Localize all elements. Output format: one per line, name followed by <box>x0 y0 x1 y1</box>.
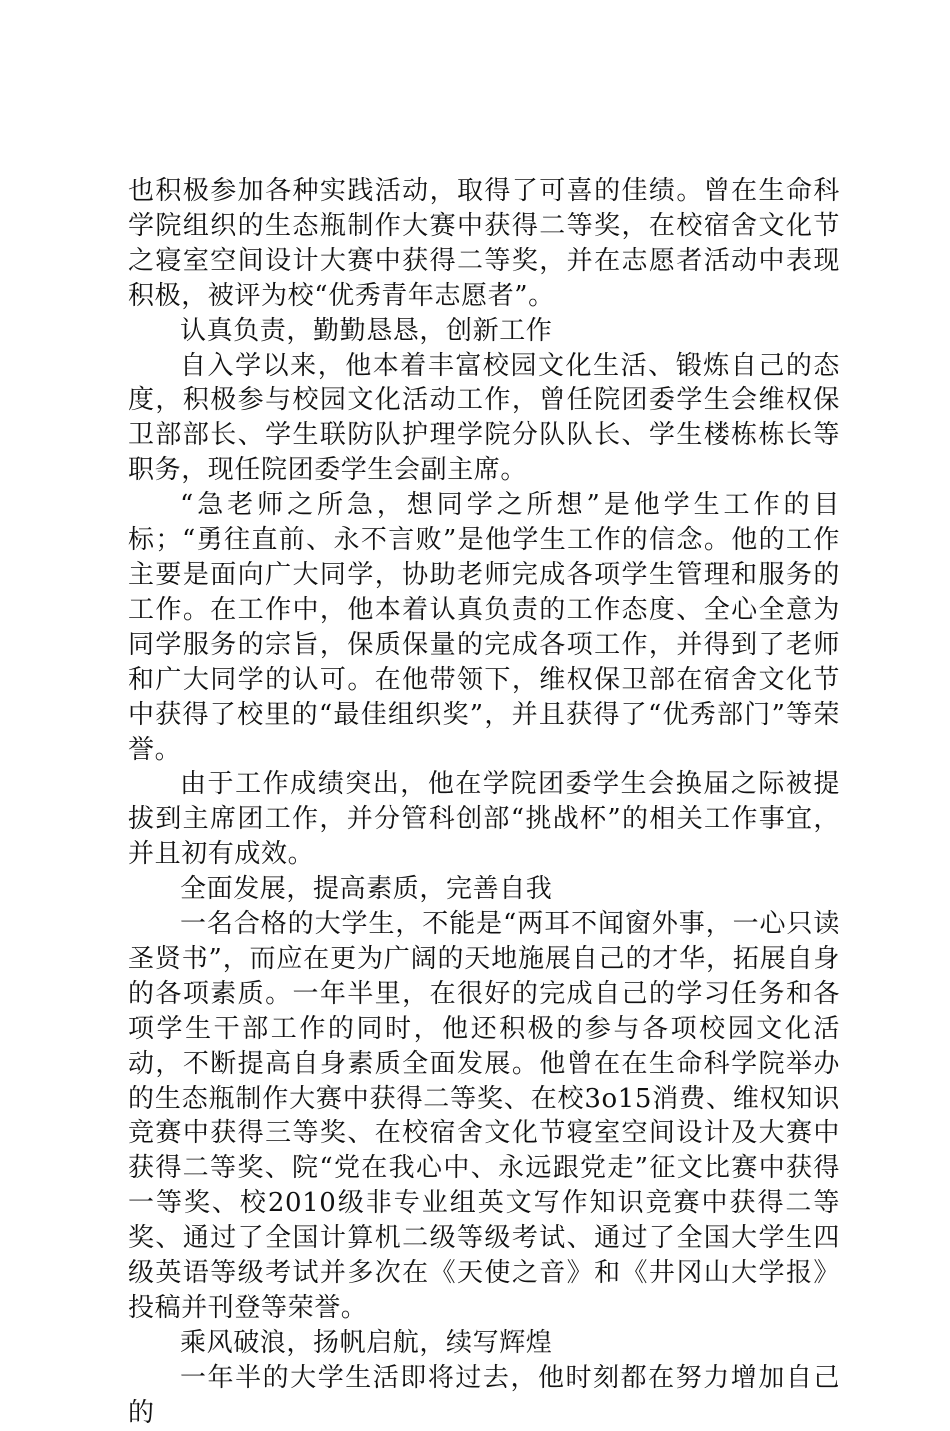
paragraph: 自入学以来，他本着丰富校园文化生活、锻炼自己的态度，积极参与校园文化活动工作，曾任院团委学生会维权保卫部部长、学生联防队护理学院分队队长、学生楼栋栋长等职务，现任院团委学生会副主席。 <box>128 350 840 486</box>
paragraph: “急老师之所急，想同学之所想”是他学生工作的目标；“勇往直前、永不言败”是他学生工作的信念。他的工作主要是面向广大同学，协助老师完成各项学生管理和服务的工作。在工作中，他本着认真负责的工作态度、全心全意为同学服务的宗旨，保质保量的完成各项工作，并得到了老师和广大同学的认可。在他带领下，维权保卫部在宿舍文化节中获得了校里的“最佳组织奖”，并且获得了“优秀部门”等荣誉。 <box>128 490 840 765</box>
section-heading-work: 认真负责，勤勤恳恳，创新工作 <box>180 315 553 346</box>
section-heading-development: 全面发展，提高素质，完善自我 <box>180 874 553 905</box>
paragraph: 一名合格的大学生，不能是“两耳不闻窗外事，一心只读圣贤书”，而应在更为广阔的天地施展自己的才华，拓展自身的各项素质。一年半里，在很好的完成自己的学习任务和各项学生干部工作的同时，他还积极的参与各项校园文化活动，不断提高自身素质全面发展。他曾在在生命科学院举办的生态瓶制作大赛中获得二等奖、在校3o15消费、维权知识竞赛中获得三等奖、在校宿舍文化节寝室空间设计及大赛中获得二等奖、院“党在我心中、永远跟党走”征文比赛中获得一等奖、校2010级非专业组英文写作知识竞赛中获得二等奖、通过了全国计算机二级等级考试、通过了全国大学生四级英语等级考试并多次在《天使之音》和《井冈山大学报》投稿并刊登等荣誉。 <box>128 909 840 1323</box>
paragraph-continued: 也积极参加各种实践活动，取得了可喜的佳绩。曾在生命科学院组织的生态瓶制作大赛中获得二等奖，在校宿舍文化节之寝室空间设计大赛中获得二等奖，并在志愿者活动中表现积极，被评为校“优秀青年志愿者”。 <box>128 176 840 311</box>
paragraph: 由于工作成绩突出，他在学院团委学生会换届之际被提拔到主席团工作，并分管科创部“挑战杯”的相关工作事宜，并且初有成效。 <box>128 769 840 870</box>
paragraph: 一年半的大学生活即将过去，他时刻都在努力增加自己的 <box>128 1362 840 1428</box>
section-heading-future: 乘风破浪，扬帆启航，续写辉煌 <box>180 1327 553 1358</box>
document-body <box>128 174 840 1431</box>
